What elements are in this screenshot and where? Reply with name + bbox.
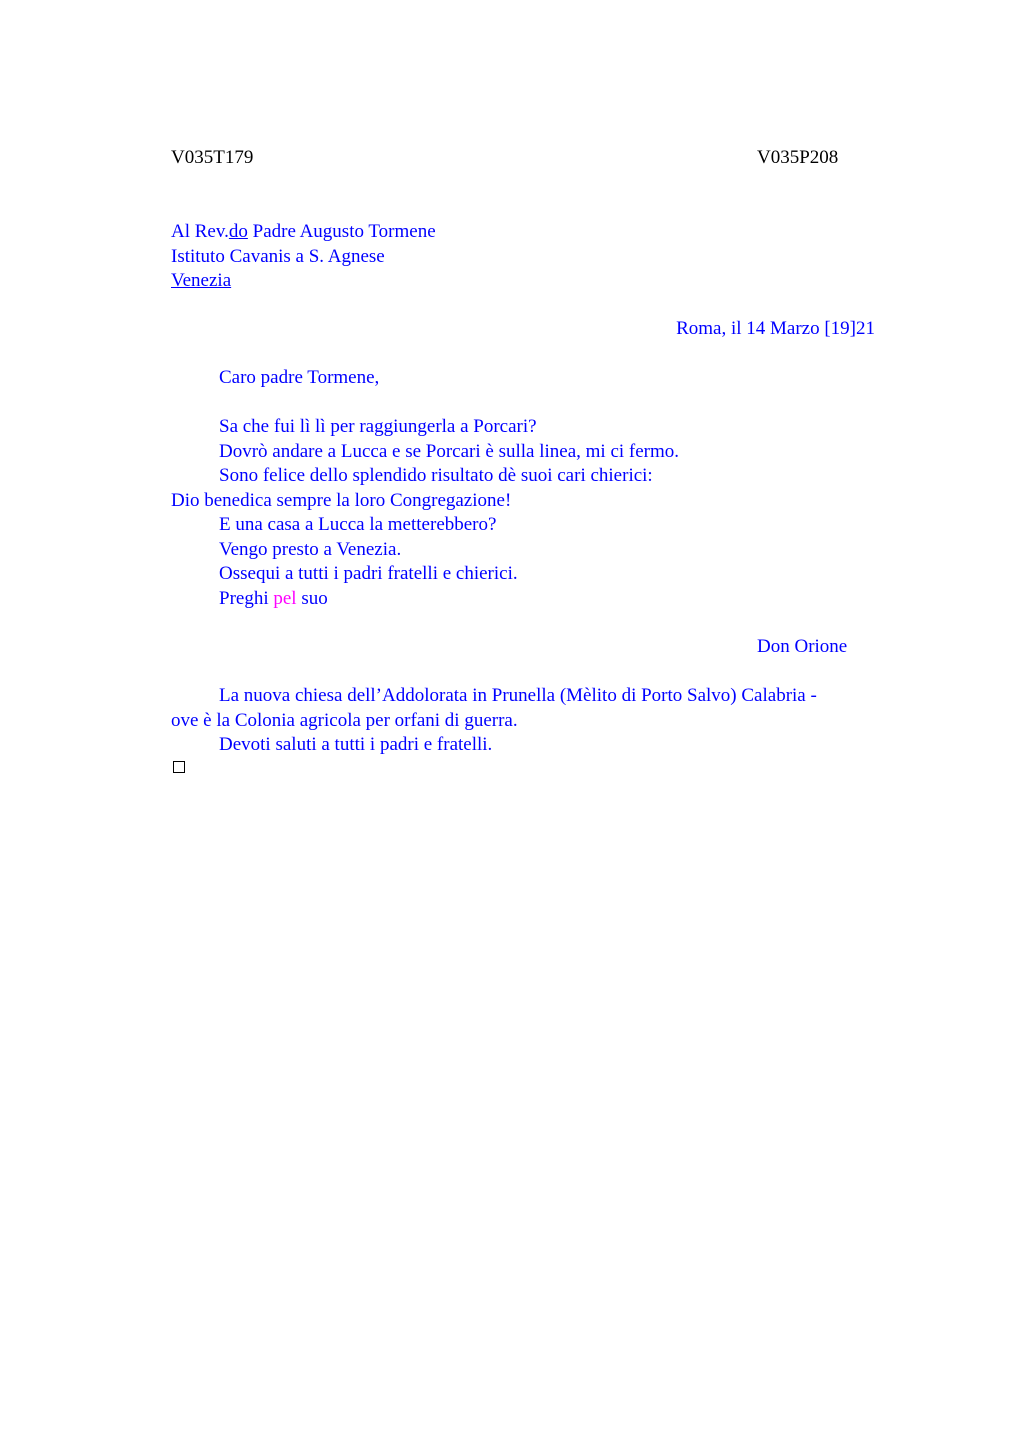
address-line-2: Istituto Cavanis a S. Agnese [171,245,385,267]
address-recipient: Padre Augusto Tormene [247,221,436,242]
address-line-1 [171,220,881,245]
postscript-paragraph: La nuova chiesa dell’Addolorata in Prunella (Mèlito di Porto Salvo) Calabria - [219,685,817,706]
highlighted-word: pel [273,587,297,609]
body-paragraph-continuation: Dio benedica sempre la loro Congregazione! [171,489,512,511]
address-block [171,220,881,294]
closing-text: Preghi [219,587,274,609]
end-square-icon [173,761,185,773]
salutation [171,366,881,391]
salutation-text: Caro padre Tormene, [219,367,380,388]
address-title: Al Rev. [171,221,229,242]
address-city: Venezia [171,270,232,291]
body-paragraph: Dovrò andare a Lucca e se Porcari è sulla linea, mi ci fermo. [219,440,680,462]
body-paragraph: Sa che fui lì lì per raggiungerla a Porcari? [219,416,537,437]
postscript-paragraph-continuation: ove è la Colonia agricola per orfani di guerra. [171,709,518,731]
address-title-abbrev: do [228,221,248,242]
postscript-paragraph: Devoti saluti a tutti i padri e fratelli. [219,734,493,755]
letter-body [171,415,881,611]
body-paragraph: Vengo presto a Venezia. [219,538,402,560]
body-paragraph: Ossequi a tutti i padri fratelli e chierici. [219,563,518,584]
body-paragraph: E una casa a Lucca la metterebbero? [219,514,497,535]
postscript [171,684,881,758]
closing-text: suo [296,587,328,609]
dateline: Roma, il 14 Marzo [19]21 [676,318,875,339]
document-code-left: V035T179 [171,147,254,168]
body-paragraph: Sono felice dello splendido risultato dè suoi cari chierici: [219,465,653,486]
signature: Don Orione [757,636,848,657]
document-code-right: V035P208 [757,147,839,168]
closing-line [171,587,881,612]
